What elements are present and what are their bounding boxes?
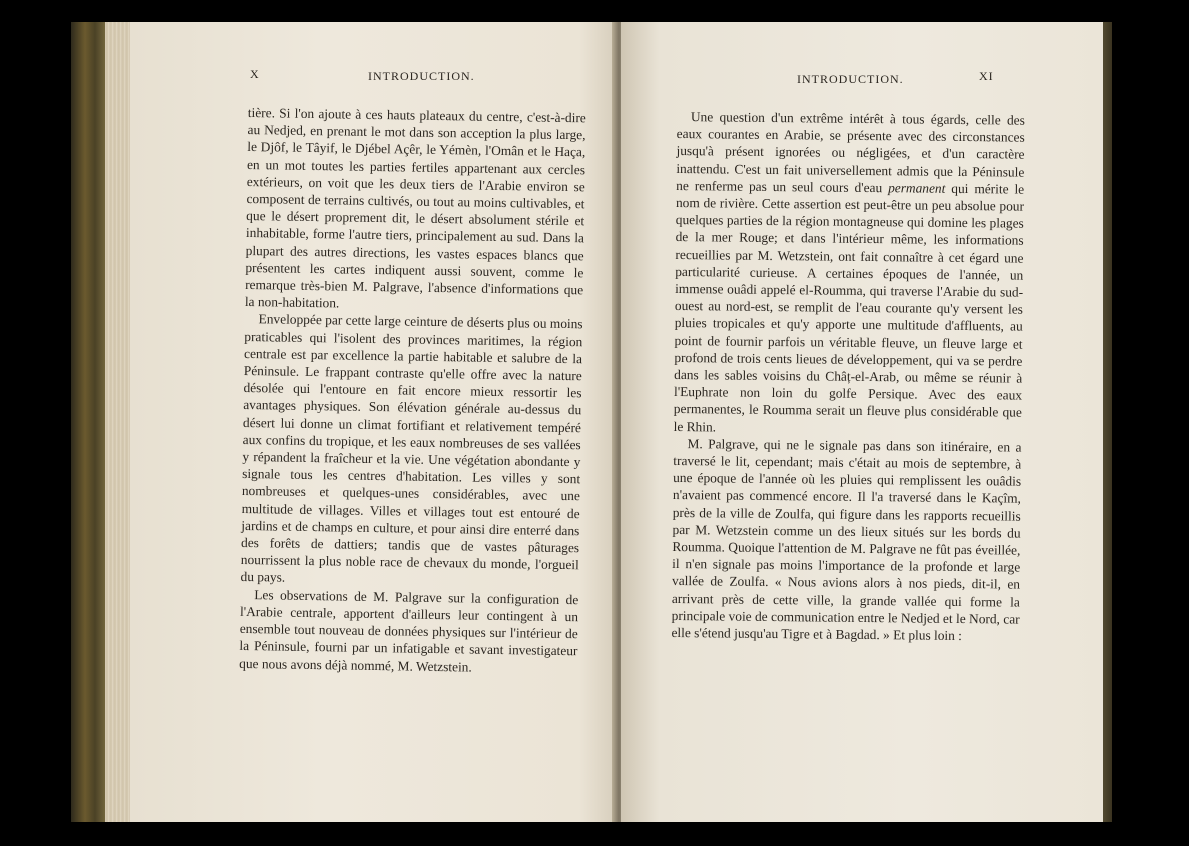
right-running-title: INTRODUCTION. — [797, 72, 904, 86]
left-paragraph-3: Les observations de M. Palgrave sur la configuration de l'Arabie centrale, apportent d'ailleurs leur contingent à un ensemble tout nouveau de données physiques sur l'intérieur de la Péninsule, fourni par un infatigable et savant investigateur que nous avons déjà nommé, M. Wetzstein. — [239, 586, 579, 675]
right-page-text — [671, 108, 1025, 645]
italic-word-permanent: permanent — [888, 180, 946, 196]
left-running-title: INTRODUCTION. — [368, 69, 475, 83]
left-paragraph-2: Enveloppée par cette large ceinture de déserts plus ou moins praticables qui l'isolent des provinces maritimes, la région centrale est par excellence la partie habitable et salubre de la Péninsule. Le frappant contraste qu'elle offre avec la nature désolée qui l'entoure en fait encore mieux ressortir les avantages physiques. Son élévation générale au-dessus du désert lui donne un climat fortifiant et relativement tempéré aux confins du tropique, et les eaux nombreuses de ses vallées y répandent la fraîcheur et la vie. Une végétation abondante y signale tous les centres d'habitation. Les villes y sont nombreuses et quelques-unes considérables, avec une multitude de villages. Villes et villages tout est entouré de jardins et de champs en culture, et pour ainsi dire enterré dans des forêts de dattiers; tandis que de vastes pâturages nourrissent la plus noble race de chevaux du monde, l'orgueil du pays. — [240, 311, 583, 586]
right-paragraph-1 — [674, 108, 1025, 438]
right-paragraph-2: M. Palgrave, qui ne le signale pas dans son itinéraire, en a traversé le lit, cependant; mais c'était au mois de septembre, à une époque de l'année où les pluies qui remplissent les ouâdis n'avaient pas commencé encore. Il l'a traversé dans le Kaçîm, près de la ville de Zoulfa, qui figure dans les rapports recueillis par M. Wetzstein comme un des lieux situés sur les bords du Roumma. Quoique l'attention de M. Palgrave ne fût pas éveillée, il n'en signale pas moins l'importance de la profonde et large vallée de Zoulfa. « Nous avions alors à nos pieds, dit-il, en arrivant près de cette ville, la grande vallée qui forme la principale voie de communication entre le Nedjed et le Nord, car elle s'étend jusqu'au Tigre et à Bagdad. » Et plus loin : — [671, 435, 1022, 644]
right-page — [621, 22, 1103, 822]
right-paragraph-1-end: qui mérite le nom de rivière. Cette assertion est peut-être un peu absolue pour quelques parties de la région montagneuse qui domine les plages de la mer Rouge; et dans l'intérieur même, les informations recueillies par M. Wetzstein, ont fait connaître à cet égard une particularité curieuse. A certaines époques de l'année, un immense ouâdi appelé el-Roumma, qui traverse l'Arabie du sud-ouest au nord-est, se remplit de l'eau courante qu'y versent les pluies tropicales et qu'y apporte une multitude d'affluents, au point de fournir parfois un véritable fleuve, un fleuve large et profond de trois cents lieues de développement, qui va se perdre dans les sables voisins du Châț-el-Arab, ou même se réunir à l'Euphrate non loin du golfe Persique. Avec des eaux permanentes, le Roumma serait un fleuve plus considérable que le Rhin. — [673, 180, 1025, 435]
left-page — [130, 22, 618, 822]
right-page-number: XI — [979, 69, 994, 83]
left-paragraph-1: tière. Si l'on ajoute à ces hauts plateaux du centre, c'est-à-dire au Nedjed, en prenant le mot dans son acception la plus large, le Djôf, le Tâyif, le Djébel Açêr, le Yémèn, l'Omân et le Haça, en un mot toutes les parties fertiles appartenant aux cercles extérieurs, on voit que les deux tiers de l'Arabie environ se composent de terrains cultivés, ou tout au moins cultivables, et que le désert proprement dit, le désert absolument stérile et inhabitable, forme l'autre tiers, principalement au sud. Dans la plupart des autres directions, les vastes espaces blancs que présentent les cartes indiquent aussi souvent, comme le remarque très-bien M. Palgrave, l'absence d'informations que la non-habitation. — [244, 104, 586, 311]
left-page-text — [239, 104, 586, 677]
right-paragraph-1-start: Une question d'un extrême intérêt à tous égards, celle des eaux courantes en Arabie, se présente avec des circonstances jusqu'à présent ignorées ou négligées, et d'un caractère inattendu. C'est un fait universellement admis que la Péninsule ne renferme pas un seul cours d'eau — [676, 109, 1025, 196]
left-page-number: X — [250, 67, 260, 81]
